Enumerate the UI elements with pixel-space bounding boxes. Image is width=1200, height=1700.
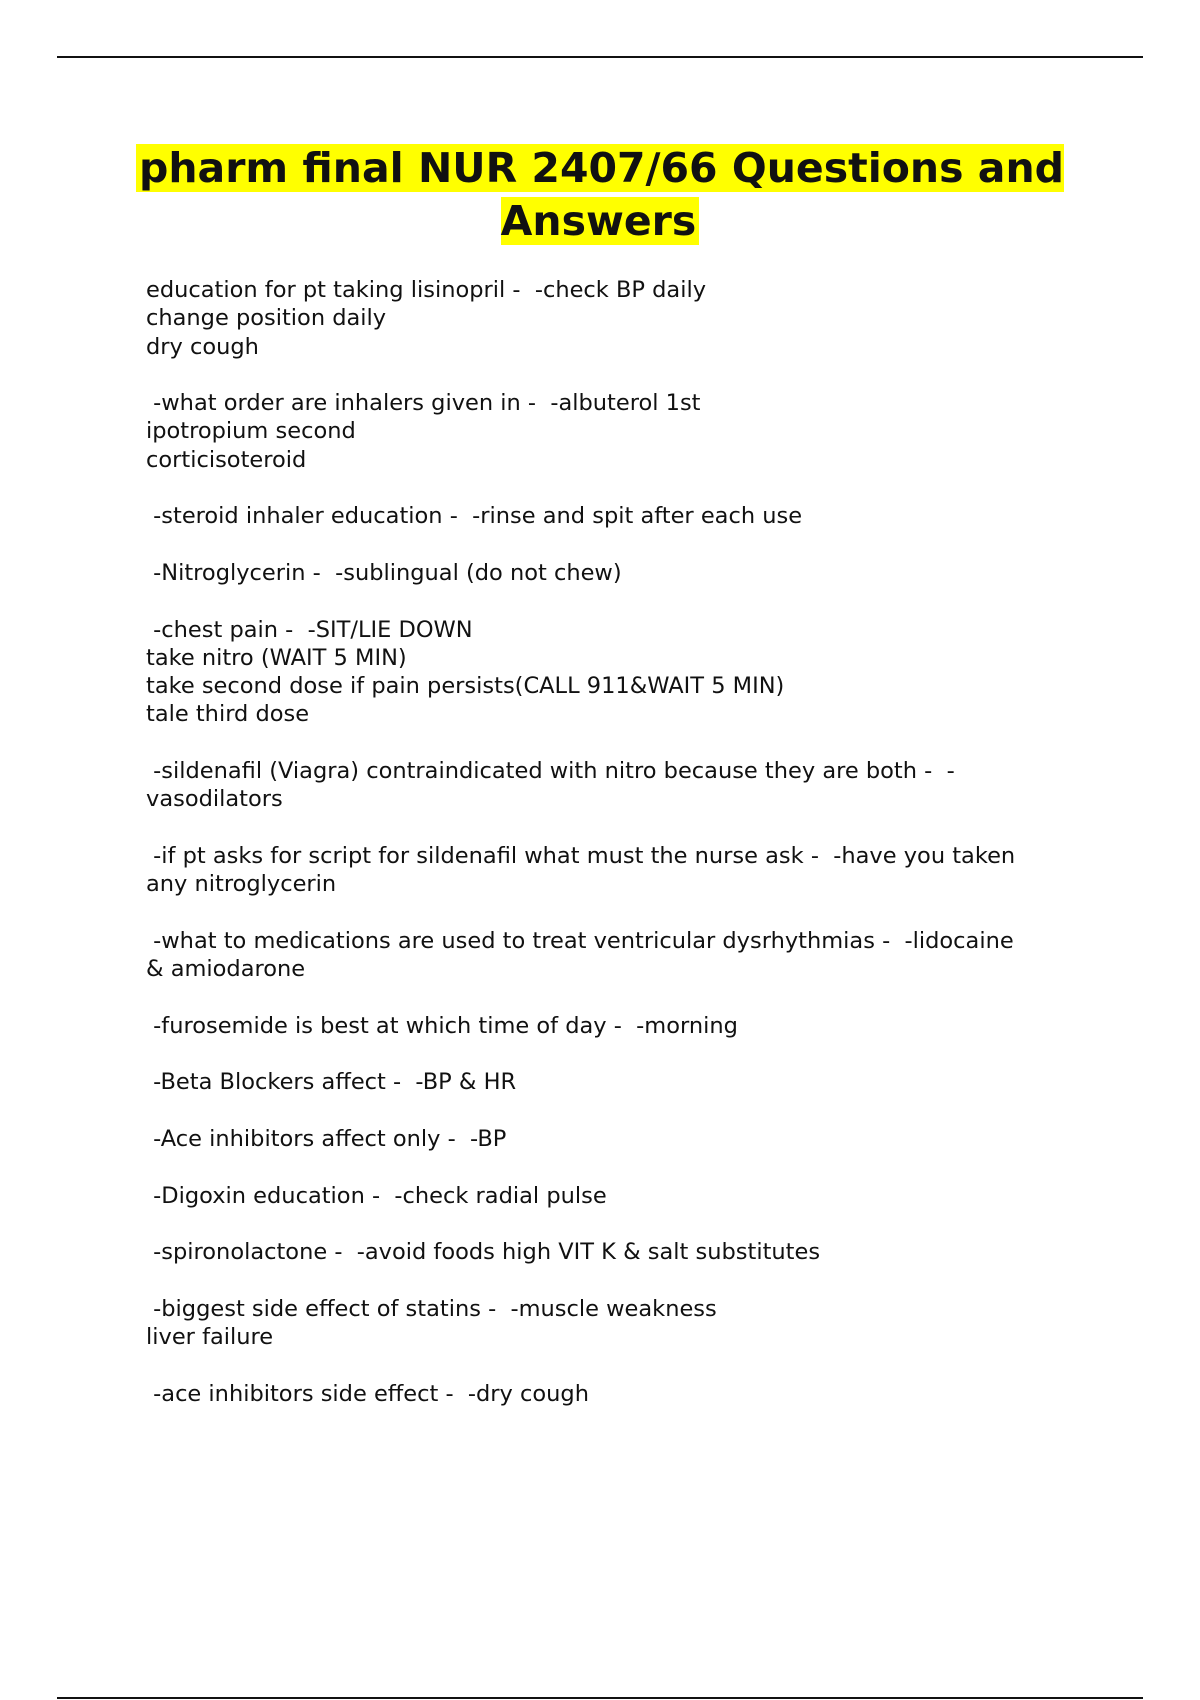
qa-item: education for pt taking lisinopril - -check BP daily change position daily dry cough xyxy=(146,277,707,360)
qa-item: -if pt asks for script for sildenafil what must the nurse ask - -have you taken any nitroglycerin xyxy=(146,842,1016,898)
qa-item: -Ace inhibitors affect only - -BP xyxy=(146,1125,507,1152)
qa-item: -biggest side effect of statins - -muscle weakness liver failure xyxy=(146,1295,717,1350)
qa-item: -ace inhibitors side effect - -dry cough xyxy=(146,1380,589,1407)
qa-item: -steroid inhaler education - -rinse and spit after each use xyxy=(146,503,803,530)
top-rule xyxy=(57,56,1143,58)
qa-item: -furosemide is best at which time of day - -morning xyxy=(146,1012,738,1039)
qa-item: -what order are inhalers given in - -albuterol 1st ipotropium second corticisoteroid xyxy=(146,390,701,473)
qa-item: -Nitroglycerin - -sublingual (do not chew) xyxy=(146,559,622,586)
qa-item: -Digoxin education - -check radial pulse xyxy=(146,1182,607,1209)
qa-item: -chest pain - -SIT/LIE DOWN take nitro (WAIT 5 MIN) take second dose if pain persists(CALL 911&WAIT 5 MIN) tale third dose xyxy=(146,616,785,728)
bottom-rule xyxy=(57,1697,1143,1699)
document-title xyxy=(100,142,1100,248)
highlighted-title: pharm final NUR 2407/66 Questions and Answers xyxy=(136,144,1064,245)
qa-item: -sildenafil (Viagra) contraindicated with nitro because they are both - - vasodilators xyxy=(146,758,955,813)
qa-item: -spironolactone - -avoid foods high VIT K & salt substitutes xyxy=(146,1239,821,1266)
qa-list xyxy=(146,276,1086,1436)
qa-item: -what to medications are used to treat ventricular dysrhythmias - -lidocaine & amiodarone xyxy=(146,927,1014,983)
qa-item: -Beta Blockers affect - -BP & HR xyxy=(146,1069,517,1096)
